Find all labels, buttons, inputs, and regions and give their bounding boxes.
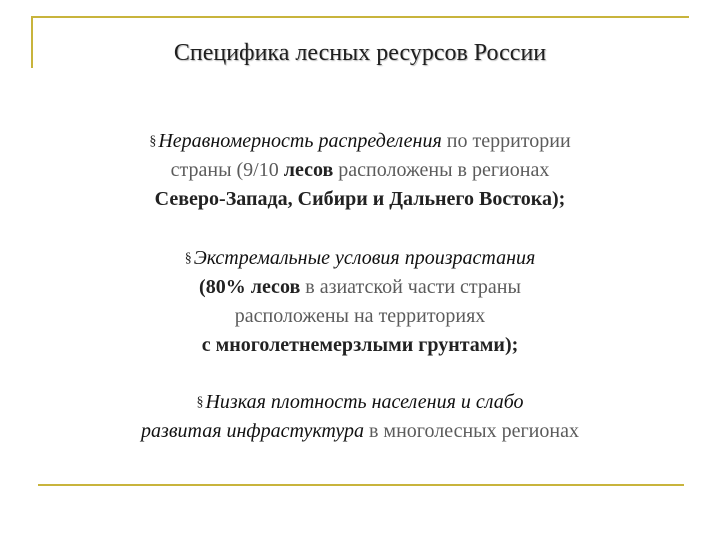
point-3-line-1 <box>0 388 720 417</box>
point-1-lead-tail <box>442 130 571 152</box>
point-extreme-conditions <box>0 244 720 360</box>
point-3-lead: Низкая плотность населения <box>205 391 456 413</box>
point-2-text-c: в азиатской части страны <box>300 276 521 298</box>
bullet-icon: § <box>196 395 204 410</box>
point-2-lead: Экстремальные условия произрастания <box>193 247 536 269</box>
point-2-line-3: расположены на территориях <box>234 305 486 327</box>
frame-top-line <box>31 16 689 18</box>
point-3-line-2-lead: развитая инфрастуктура <box>141 420 364 442</box>
point-3-line-2 <box>0 417 720 446</box>
slide-title: Специфика лесных ресурсов России <box>173 40 547 66</box>
point-2-line-1 <box>0 244 720 273</box>
point-1-tail-text: по территории <box>446 130 571 152</box>
bullet-icon: § <box>184 251 192 266</box>
point-1-text-c: расположены в регионах <box>333 159 550 181</box>
point-1-line-3: Северо-Запада, Сибири и Дальнего Востока); <box>154 188 566 210</box>
point-1-lead: Неравномерность распределения <box>158 130 442 152</box>
point-2-text-b: лесов <box>250 276 301 298</box>
point-1-line-1 <box>0 127 720 156</box>
frame-bottom-line <box>38 484 684 486</box>
point-low-density <box>0 388 720 446</box>
point-1-text-a: страны (9/10 <box>170 159 284 181</box>
point-uneven-distribution <box>0 127 720 214</box>
point-2-line-2 <box>0 273 720 302</box>
point-1-text-b: лесов <box>283 159 334 181</box>
point-3-line-2-rest: в многолесных регионах <box>363 420 579 442</box>
point-3-lead-end: и слабо <box>455 391 524 413</box>
point-1-line-2 <box>0 156 720 185</box>
bullet-icon: § <box>149 134 157 149</box>
point-2-text-a: (80% <box>199 276 251 298</box>
point-2-line-4: с многолетнемерзлыми грунтами); <box>201 334 519 356</box>
